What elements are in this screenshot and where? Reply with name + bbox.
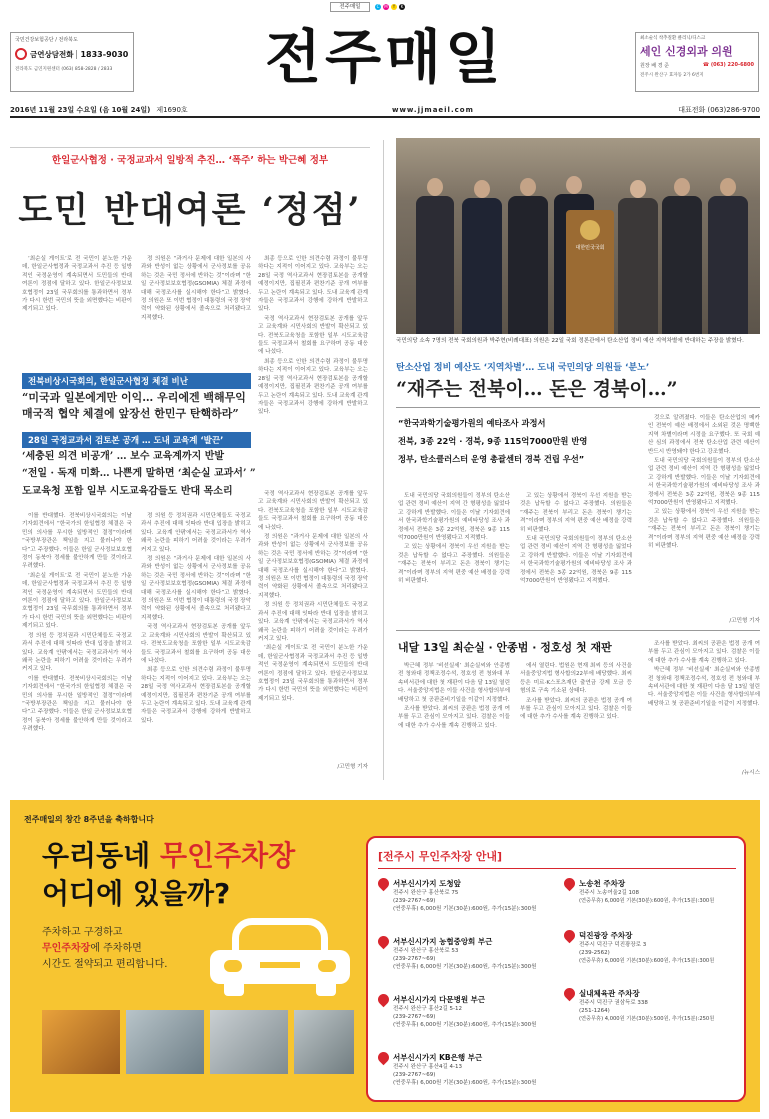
lot-fee: (연중무휴) 6,000원 기본(30분):600원, 추가(15분):300원 <box>393 1022 537 1028</box>
ad-photo-lot <box>210 1010 288 1074</box>
ad-headline-highlight: 무인주차장 <box>159 839 296 872</box>
lead-sub2-quote1: ‘세충된 의견 비공개’ … 보수 교육계까지 반발 <box>22 451 225 462</box>
lot-name: 서부신시가지 농협중앙회 부근 <box>393 937 493 946</box>
lot-addr: 전주시 덕진구 권삼득로 338 <box>579 1000 648 1006</box>
lead-col2: 정 의원은 “과거사 문제에 대한 일본의 사과와 반성이 없는 상황에서 군사정보를 공유하는 것은 국민 정서에 반하는 것”이라며 “한일 군사정보보호협정(GSOMIA) 체결 과정에 대해 국정조사를 실시해야 한다”고 밝혔다. 정 의원은 또 이번 협정이 대통령의 국정 장악력이 약화된 상황에서 졸속으로 처리됐다고 지적했다. <box>141 256 251 321</box>
ad-clinic-director: 원장 배 경 준 <box>640 63 669 69</box>
ad-caption: 전라북도 금연지원센터 (063) 858-2828 / 2833 <box>15 67 113 72</box>
ad-name: 금연상담전화 <box>30 49 74 59</box>
divider <box>396 630 760 631</box>
lot-item[interactable] <box>378 878 558 936</box>
photo-col2: 고 있는 상황에서 경북이 우선 지원을 받는 것은 납득할 수 없다고 주장했다. 의원들은 “재주는 전북이 부리고 돈은 경북이 챙기는 격”이라며 정부의 지역 편중 예산 배정을 강력히 비판했다. 도내 국민의당 국회의원들이 정부의 탄소산업 관련 정비 예산이 지역 간 형평성을 잃었다고 강하게 반발했다. 이들은 이날 기자회견에서 한국과학기술평가원의 예비타당성 조사 과정에서 전북은 3종 22억원, 경북은 9종 115억7000만원이 반영됐다고 지적했다. <box>520 493 632 585</box>
ad-body-line2 <box>42 941 167 957</box>
ad-org: 국민건강보험공단 / 전라북도 <box>15 37 78 43</box>
bottom-headline: 내달 13일 최순실 · 안종범 · 정호성 첫 재판 <box>398 641 612 654</box>
site-url[interactable]: www.jjmaeil.com <box>391 106 474 114</box>
bottom-byline: /뉴시스 <box>741 770 760 776</box>
photo-subs <box>398 414 648 468</box>
lot-item[interactable] <box>378 994 558 1052</box>
lot-fee: (연중무휴) 6,000원 기본(30분):600원, 추가(15분):300원 <box>579 898 715 904</box>
ad-photo-booth <box>294 1010 354 1074</box>
lot-item[interactable] <box>378 1052 558 1110</box>
photo-kicker: 탄소산업 정비 예산도 ‘지역차별’… 도내 국민의당 의원들 ‘분노’ <box>396 363 650 373</box>
photo-headline: “재주는 전북이… 돈은 경북이…” <box>396 378 678 400</box>
lot-name: 서부신시가지 KB은행 부근 <box>393 1053 483 1062</box>
lead-sub1-quote2: 매국적 협약 체결에 앞장선 한민구 탄핵하라” <box>22 407 239 420</box>
lead-col6: 국정 역사교과서 현장검토본 공개를 앞두고 교육계와 시민사회의 반발이 확산되고 있다. 전북도교육청을 포함한 일부 시도교육감들도 국정교과서 철회를 요구하며 공동 대응에 나섰다. 정 의원은 “과거사 문제에 대한 일본의 사과와 반성이 없는 상황에서 군사정보를 공유하는 것은 국민 정서에 반하는 것”이라며 “한일 군사정보보호협정(GSOMIA) 체결 과정에 대해 국정조사를 실시해야 한다”고 밝혔다. 정 의원은 또 이번 협정이 대통령의 국정 장악력이 약화된 상황에서 졸속으로 처리됐다고 지적했다. 정 의원 등 정치권과 시민단체들도 국정교과서 추진에 대해 잇따라 반대 입장을 밝히고 있다. 교육계 안팎에서는 국정교과서가 역사 왜곡 논란을 피하기 어려울 것이라는 우려가 커지고 있다. ‘최순실 게이트’로 전 국민이 분노한 가운데, 한일군사협정과 국정교과서 추진 등 일방적인 국정운영이 계속되면서 도민들의 반대 여론이 정점에 달하고 있다. 한일군사정보보호협정이 23일 국무회의를 통과하면서 정부가 다시 한번 국민의 뜻을 외면했다는 비판이 제기되고 있다. <box>258 491 368 702</box>
cmyk-c: C <box>376 4 380 9</box>
photo-sub3: 정부, 탄소클러스터 운영 총괄센터 경북 건립 우선” <box>398 454 585 464</box>
ad-body-rest: 에 주차하면 <box>90 943 142 954</box>
lead-kicker: 한일군사협정 · 국정교과서 일방적 추진… ‘폭주’ 하는 박근혜 정부 <box>51 155 329 166</box>
lot-tel: (239-2767~69) <box>393 1014 436 1020</box>
lot-name: 실내체육관 주차장 <box>579 989 640 998</box>
ad-body-line3: 시간도 절약되고 편리합니다. <box>42 959 168 970</box>
cmyk-marks <box>375 3 405 11</box>
photo-col1: 도내 국민의당 국회의원들이 정부의 탄소산업 관련 정비 예산이 지역 간 형평성을 잃었다고 강하게 반발했다. 이들은 이날 기자회견에서 한국과학기술평가원의 예비타당성 조사 과정에서 전북은 3종 22억원, 경북은 9종 115억7000만원이 반영됐다고 지적했다. 고 있는 상황에서 경북이 우선 지원을 받는 것은 납득할 수 없다고 주장했다. 의원들은 “재주는 전북이 부리고 돈은 경북이 챙기는 격”이라며 정부의 지역 편중 예산 배정을 강력히 비판했다. <box>398 493 510 585</box>
ad-body-line1: 주차하고 구경하고 <box>42 927 123 938</box>
lot-addr: 전주시 덕진구 덕진광장로 3 <box>579 942 647 948</box>
lot-addr: 전주시 노송여울2길 108 <box>579 890 639 896</box>
ad-body-highlight: 무인주차장 <box>42 943 91 954</box>
ad-photo-kiosk <box>42 1010 120 1074</box>
ad-parking[interactable] <box>10 800 760 1112</box>
lot-name: 서부신시가지 다문병원 부근 <box>393 995 486 1004</box>
cmyk-k: K <box>400 4 404 9</box>
lot-addr: 전주시 완산구 홍산4길 4-13 <box>393 1064 463 1070</box>
photo-sub1: “한국과학기술평가원의 예타조사 과정서 <box>398 418 546 428</box>
ad-clinic-addr: 전주시 완산구 효자동 2가 6번지 <box>640 73 704 78</box>
ad-photo-gate <box>126 1010 204 1074</box>
lead-byline: /고민형 기자 <box>337 764 368 770</box>
ad-smoking-hotline[interactable] <box>10 32 134 92</box>
lead-sub2-bar: 28일 국정교과서 검토본 공개 … 도내 교육계 ‘발끈’ <box>22 432 251 448</box>
no-smoking-icon <box>15 48 27 60</box>
lot-name: 노송천 주차장 <box>579 879 626 888</box>
lead-sub2-quote2: “전일 · 독재 미화… 나쁜게 말하면 ‘최순실 교과서’ ” <box>22 468 256 479</box>
lot-fee: (연중무휴) 6,000원 기본(30분):600원, 추가(15분):300원 <box>393 964 537 970</box>
column-divider <box>383 140 384 780</box>
photo-byline: /고민형 기자 <box>729 618 760 624</box>
date: 2016년 11월 23일 수요일 (음 10월 24일) <box>10 106 151 114</box>
lead-col3: 최종 등으로 인한 의견수렴 과정이 불투명하다는 지적이 이어지고 있다. 교육부는 오는 28일 국정 역사교과서 현장검토본을 공개할 예정이지만, 집필진과 편찬기준 공개 여부를 두고 논란이 계속되고 있다. 도내 교육계 관계자들은 국정교과서 강행에 강하게 반발하고 있다. 국정 역사교과서 현장검토본 공개를 앞두고 교육계와 시민사회의 반발이 확산되고 있다. 전북도교육청을 포함한 일부 시도교육감들도 국정교과서 철회를 요구하며 공동 대응에 나섰다. 최종 등으로 인한 의견수렴 과정이 불투명하다는 지적이 이어지고 있다. 교육부는 오는 28일 국정 역사교과서 현장검토본을 공개할 예정이지만, 집필진과 편찬기준 공개 여부를 두고 논란이 계속되고 있다. 도내 교육계 관계자들은 국정교과서 강행에 강하게 반발하고 있다. <box>258 256 368 416</box>
masthead-title: 전주매일 <box>264 23 506 91</box>
lot-item[interactable] <box>564 988 740 1046</box>
lot-fee: (연중무휴) 6,000원 기본(30분):600원, 추가(15분):300원 <box>393 1080 537 1086</box>
lead-sub1-bar: 전북비상시국회의, 한일군사협정 체결 비난 <box>22 373 251 389</box>
podium-label: 대한민국국회 <box>575 245 605 251</box>
guide-title: [전주시 무인주차장 안내] <box>378 850 502 863</box>
phone: 대표전화 (063)286-9700 <box>678 106 760 114</box>
ad-clinic-name: 세인 신경외과 의원 <box>640 45 733 58</box>
ad-headline2: 어디에 있을까? <box>42 877 231 910</box>
bottom-col1: 박근혜 정부 ‘비선실세’ 최순실씨와 안종범 전 청와대 정책조정수석, 정호성 전 청와대 부속비서관에 대한 첫 재판이 다음 달 13일 열린다. 서울중앙지법은 이들 사건을 형사합의부에 배당하고 첫 공판준비기일을 이같이 지정했다. 조사를 받았다. 최씨의 공판은 법정 공개 여부를 두고 관심이 모아지고 있다. 검찰은 이들에 대한 추가 수사를 계속 진행하고 있다. <box>398 663 510 729</box>
lot-tel: (239-2562) <box>579 950 610 956</box>
print-label: 전주매일 <box>330 2 370 12</box>
press-photo <box>396 138 760 334</box>
date-line <box>10 104 760 118</box>
lead-sub2-quote3: 도교육청 포함 일부 시도교육감들도 반대 목소리 <box>22 486 233 497</box>
lead-col4: 이를 반대했다. 전북비상시국회의는 이날 기자회견에서 “한국가의 한일협정 체결은 국민의 의사를 무시한 일방적인 결정”이라며 “국방부장관은 책임을 지고 물러나야 한다”고 주장했다. 이들은 한일 군사정보보호협정이 동북아 정세를 불안하게 만들 것이라고 우려했다. ‘최순실 게이트’로 전 국민이 분노한 가운데, 한일군사협정과 국정교과서 추진 등 일방적인 국정운영이 계속되면서 도민들의 반대 여론이 정점에 달하고 있다. 한일군사정보보호협정이 23일 국무회의를 통과하면서 정부가 다시 한번 국민의 뜻을 외면했다는 비판이 제기되고 있다. 정 의원 등 정치권과 시민단체들도 국정교과서 추진에 대해 잇따라 반대 입장을 밝히고 있다. 교육계 안팎에서는 국정교과서가 역사 왜곡 논란을 피하기 어려울 것이라는 우려가 커지고 있다. 이를 반대했다. 전북비상시국회의는 이날 기자회견에서 “한국가의 한일협정 체결은 국민의 의사를 무시한 일방적인 결정”이라며 “국방부장관은 책임을 지고 물러나야 한다”고 주장했다. 이들은 한일 군사정보보호협정이 동북아 정세를 불안하게 만들 것이라고 우려했다. <box>22 513 132 733</box>
ad-clinic-top: 최소술식 착추질환 클리닉/디스크 <box>640 36 706 41</box>
photo-col3: 것으로 알려졌다. 이들은 탄소산업의 메카인 전북이 예산 배정에서 소외된 것은 명백한 지역 차별이라며 시정을 요구했다. 또 국회 예산 심의 과정에서 전북 탄소산업 관련 예산이 반드시 반영돼야 한다고 강조했다. 도내 국민의당 국회의원들이 정부의 탄소산업 관련 정비 예산이 지역 간 형평성을 잃었다고 강하게 반발했다. 이들은 이날 기자회견에서 한국과학기술평가원의 예비타당성 조사 과정에서 전북은 3종 22억원, 경북은 9종 115억7000만원이 반영됐다고 지적했다. 고 있는 상황에서 경북이 우선 지원을 받는 것은 납득할 수 없다고 주장했다. 의원들은 “재주는 전북이 부리고 돈은 경북이 챙기는 격”이라며 정부의 지역 편중 예산 배정을 강력히 비판했다. <box>648 415 760 550</box>
ad-headline1: 우리동네 <box>42 839 151 872</box>
lot-fee: (연중무휴) 4,000원 기본(30분):500원, 추가(15분):250원 <box>579 1016 715 1022</box>
divider <box>10 147 370 148</box>
lot-fee: (연중무휴) 6,000원 기본(30분):600원, 추가(15분):300원 <box>393 906 537 912</box>
lot-addr: 전주시 완산구 홍산북로 53 <box>393 948 459 954</box>
lead-headline: 도민 반대여론 ‘정점’ <box>18 190 362 231</box>
cmyk-y: Y <box>392 4 396 9</box>
lead-col1: ‘최순실 게이트’로 전 국민이 분노한 가운데, 한일군사협정과 국정교과서 추진 등 일방적인 국정운영이 계속되면서 도민들의 반대 여론이 정점에 달하고 있다. 한일군사정보보호협정이 23일 국무회의를 통과하면서 정부가 다시 한번 국민의 뜻을 외면했다는 비판이 제기되고 있다. <box>22 256 132 313</box>
lot-name: 서부신시가지 도청앞 <box>393 879 461 888</box>
photo-caption: 국민의당 소속 7명의 전북 국회의원과 박주현(비례대표) 의원은 22일 국회 정론관에서 탄소산업 정비 예산 지역차별에 반대하는 주장을 밝혔다. <box>396 338 744 344</box>
lot-addr: 전주시 완산구 홍산북로 75 <box>393 890 459 896</box>
ad-parking-top: 전주매일의 창간 8주년을 축하합니다 <box>24 815 154 824</box>
lot-item[interactable] <box>564 930 740 988</box>
lot-tel: (239-2767~69) <box>393 956 436 962</box>
car-icon <box>210 910 350 1000</box>
ad-clinic[interactable] <box>635 32 759 92</box>
lead-col5: 정 의원 등 정치권과 시민단체들도 국정교과서 추진에 대해 잇따라 반대 입장을 밝히고 있다. 교육계 안팎에서는 국정교과서가 역사 왜곡 논란을 피하기 어려울 것이라는 우려가 커지고 있다. 정 의원은 “과거사 문제에 대한 일본의 사과와 반성이 없는 상황에서 군사정보를 공유하는 것은 국민 정서에 반하는 것”이라며 “한일 군사정보보호협정(GSOMIA) 체결 과정에 대해 국정조사를 실시해야 한다”고 밝혔다. 정 의원은 또 이번 협정이 대통령의 국정 장악력이 약화된 상황에서 졸속으로 처리됐다고 지적했다. 국정 역사교과서 현장검토본 공개를 앞두고 교육계와 시민사회의 반발이 확산되고 있다. 전북도교육청을 포함한 일부 시도교육감들도 국정교과서 철회를 요구하며 공동 대응에 나섰다. 최종 등으로 인한 의견수렴 과정이 불투명하다는 지적이 이어지고 있다. 교육부는 오는 28일 국정 역사교과서 현장검토본을 공개할 예정이지만, 집필진과 편찬기준 공개 여부를 두고 논란이 계속되고 있다. 도내 교육계 관계자들은 국정교과서 강행에 강하게 반발하고 있다. <box>141 513 251 724</box>
ad-clinic-phone: ☎ (063) 220-6800 <box>702 62 754 68</box>
lot-tel: (251-1264) <box>579 1008 610 1014</box>
lot-addr: 전주시 완산구 홍산2길 5-12 <box>393 1006 463 1012</box>
lot-tel: (239-2767~69) <box>393 1072 436 1078</box>
ad-headline-line1 <box>42 838 295 874</box>
ad-number: 1833-9030 <box>76 50 128 59</box>
lot-tel: (239-2767~69) <box>393 898 436 904</box>
divider <box>396 407 760 408</box>
issue: 제1690호 <box>156 106 188 114</box>
lead-sub1-quote1: “미국과 일본에게만 이익… 우리에겐 백해무익 <box>22 391 246 404</box>
lot-name: 덕진광장 주차장 <box>579 931 633 940</box>
bottom-col2: 에서 열린다. 법원은 현재 최씨 등의 사건을 서울중앙지법 형사합의22부에 배당했다. 최씨 등은 미르·K스포츠재단 출연금 강제 모금 등 혐의로 구속 기소된 상태다. 조사를 받았다. 최씨의 공판은 법정 공개 여부를 두고 관심이 모아지고 있다. 검찰은 이들에 대한 추가 수사를 계속 진행하고 있다. <box>520 663 632 721</box>
lot-fee: (연중무휴) 6,000원 기본(30분):600원, 추가(15분):300원 <box>579 958 715 964</box>
cmyk-m: M <box>384 4 388 9</box>
lot-item[interactable] <box>564 878 740 930</box>
photo-sub2: 전북, 3종 22억 · 경북, 9종 115억7000만원 반영 <box>398 436 588 446</box>
lot-item[interactable] <box>378 936 558 994</box>
bottom-col3: 조사를 받았다. 최씨의 공판은 법정 공개 여부를 두고 관심이 모아지고 있다. 검찰은 이들에 대한 추가 수사를 계속 진행하고 있다. 박근혜 정부 ‘비선실세’ 최순실씨와 안종범 전 청와대 정책조정수석, 정호성 전 청와대 부속비서관에 대한 첫 재판이 다음 달 13일 열린다. 서울중앙지법은 이들 사건을 형사합의부에 배당하고 첫 공판준비기일을 이같이 지정했다. <box>648 641 760 707</box>
ad-body <box>42 925 167 973</box>
parking-guide <box>366 836 746 1102</box>
